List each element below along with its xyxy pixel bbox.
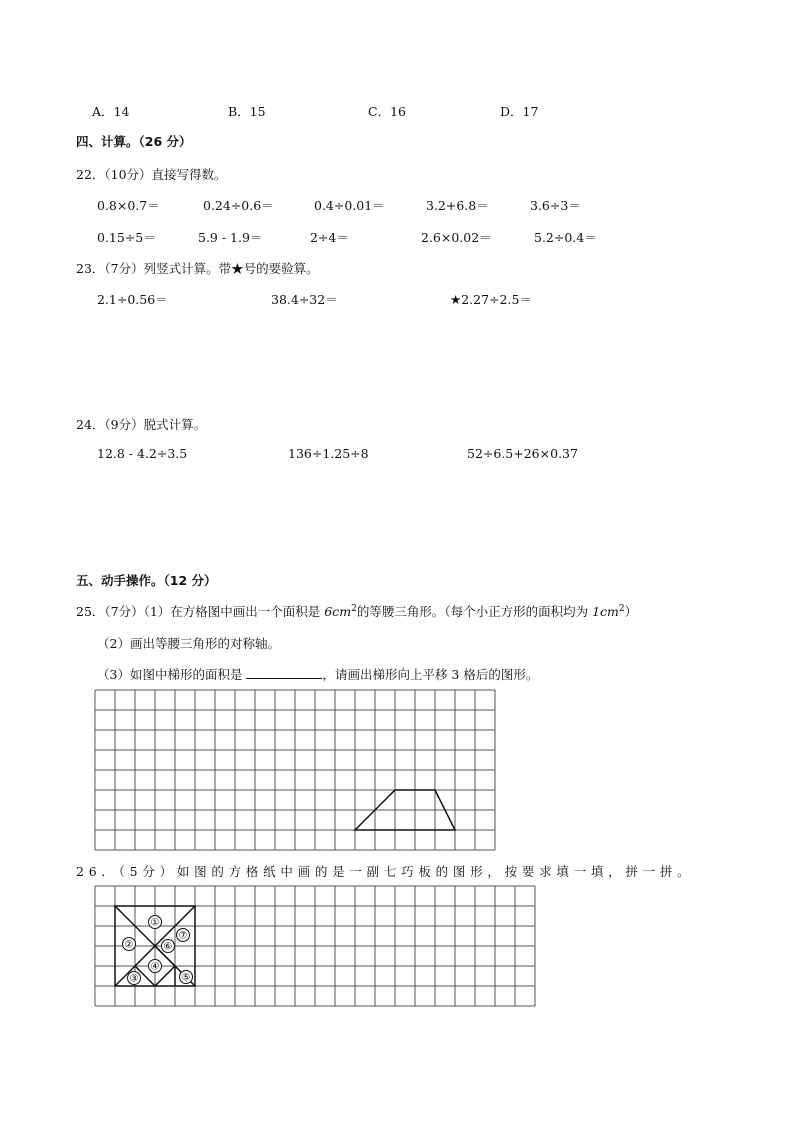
grid-trapezoid-figure	[95, 690, 495, 850]
svg-text:⑤: ⑤	[181, 972, 191, 984]
piece-label-5	[180, 971, 193, 984]
q22-r1-item: 0.8×0.7＝	[97, 198, 160, 213]
svg-text:⑦: ⑦	[178, 930, 188, 942]
section-4-title: 四、计算。（26 分）	[76, 134, 192, 149]
q25-line3: （3）如图中梯形的面积是 ，请画出梯形向上平移 3 格后的图形。	[97, 667, 539, 682]
option-a: A．14	[92, 104, 130, 119]
piece-label-2	[123, 938, 136, 951]
svg-text:④: ④	[150, 961, 160, 973]
piece-label-7	[177, 929, 190, 942]
q22-r1-item: 3.2+6.8＝	[426, 198, 489, 213]
option-b: B．15	[228, 104, 266, 119]
q22-r2-item: 0.15÷5＝	[97, 230, 156, 245]
q23-item: 38.4÷32＝	[271, 292, 338, 307]
option-c: C．16	[368, 104, 406, 119]
q22-r1-item: 0.4÷0.01＝	[314, 198, 385, 213]
svg-text:⑥: ⑥	[163, 941, 173, 953]
answer-blank[interactable]	[246, 665, 322, 679]
q22-heading: 22．（10分）直接写得数。	[76, 167, 227, 182]
q24-item: 52÷6.5+26×0.37	[467, 446, 578, 461]
q22-r1-item: 3.6÷3＝	[530, 198, 581, 213]
piece-label-1	[149, 916, 162, 929]
piece-label-4	[149, 960, 162, 973]
svg-text:③: ③	[129, 973, 139, 985]
piece-label-6	[162, 940, 175, 953]
option-d: D．17	[500, 104, 539, 119]
piece-label-3	[128, 972, 141, 985]
q23-item: ★2.27÷2.5＝	[450, 292, 532, 307]
q22-r1-item: 0.24÷0.6＝	[203, 198, 274, 213]
grid-tangram-figure	[95, 886, 535, 1006]
q22-r2-item: 2÷4＝	[310, 230, 349, 245]
svg-text:②: ②	[124, 939, 134, 951]
q25-line2: （2）画出等腰三角形的对称轴。	[97, 636, 280, 651]
q24-item: 136÷1.25÷8	[288, 446, 369, 461]
q24-item: 12.8 - 4.2÷3.5	[97, 446, 188, 461]
q26-heading: 26．（5分）如图的方格纸中画的是一副七巧板的图形，按要求填一填，拼一拼。	[76, 864, 695, 879]
section-5-title: 五、动手操作。（12 分）	[76, 573, 217, 588]
q25-line1: 25．（7分）（1）在方格图中画出一个面积是 $6cm^2$的等腰三角形。（每个小正方形的面积均为 $1cm^2$）	[76, 603, 638, 619]
q24-heading: 24．（9分）脱式计算。	[76, 417, 207, 432]
q23-item: 2.1÷0.56＝	[97, 292, 168, 307]
q22-r2-item: 2.6×0.02＝	[421, 230, 492, 245]
svg-text:①: ①	[150, 917, 160, 929]
q22-r2-item: 5.2÷0.4＝	[534, 230, 597, 245]
q23-heading: 23．（7分）列竖式计算。带★号的要验算。	[76, 261, 319, 276]
q22-r2-item: 5.9 - 1.9＝	[198, 230, 263, 245]
